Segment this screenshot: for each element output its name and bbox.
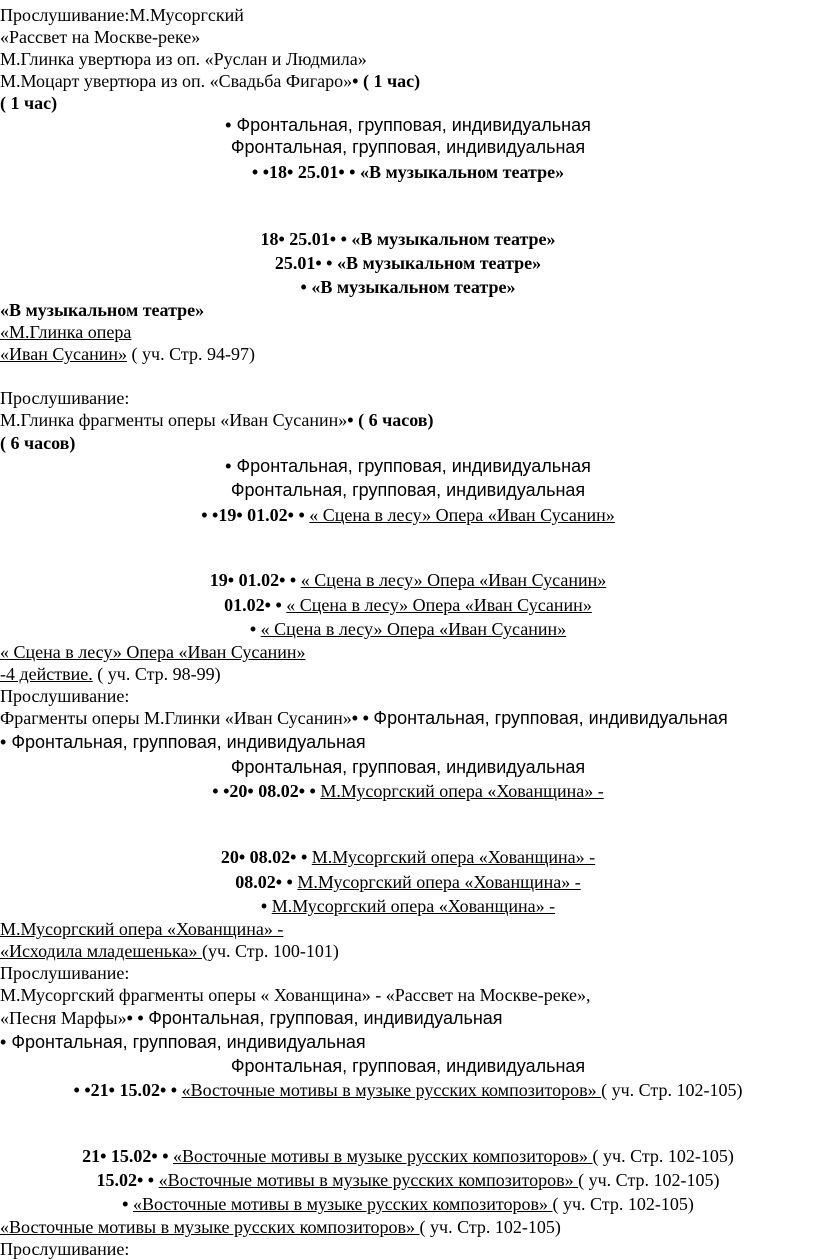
work-form-line bbox=[0, 114, 816, 136]
work-form: Фронтальная, групповая, индивидуальная bbox=[373, 708, 728, 728]
work-form: Фронтальная, групповая, индивидуальная bbox=[148, 1008, 503, 1028]
lesson-topic: «Восточные мотивы в музыке русских композиторов» bbox=[173, 1146, 593, 1166]
lesson-line bbox=[0, 569, 816, 591]
lesson-topic: М.Мусоргский опера «Хованщина» - bbox=[311, 847, 596, 867]
lesson-topic: « Сцена в лесу» Опера «Иван Сусанин» bbox=[309, 505, 615, 525]
lesson-date: 01.02 bbox=[247, 505, 288, 525]
bullet-icon: • bbox=[84, 1080, 91, 1100]
lesson-date: 01.02 bbox=[224, 595, 265, 615]
lesson-subtopic: «Исходила младешенька» bbox=[0, 941, 202, 961]
textbook-pages: ( уч. Стр. 102-105) bbox=[601, 1080, 743, 1100]
listening-line: «Рассвет на Москве-реке» bbox=[0, 27, 201, 47]
listening-line bbox=[0, 707, 728, 729]
bullet-icon: • bbox=[212, 505, 219, 525]
bullet-icon: • bbox=[340, 229, 347, 249]
bullet-icon: • bbox=[126, 1008, 133, 1028]
listening-label: Прослушивание: bbox=[0, 1239, 130, 1259]
lesson-topic: «В музыкальном театре» bbox=[311, 277, 516, 297]
lesson-line bbox=[0, 594, 816, 616]
bullet-icon: • bbox=[247, 781, 254, 801]
bullet-icon: • bbox=[352, 71, 359, 91]
lesson-line bbox=[0, 228, 816, 250]
bullet-icon: • bbox=[289, 570, 297, 590]
listening-line bbox=[0, 1007, 503, 1029]
lesson-topic: М.Мусоргский опера «Хованщина» - bbox=[320, 781, 604, 801]
hours-label: ( 1 час) bbox=[362, 71, 421, 91]
lesson-topic: « Сцена в лесу» Опера «Иван Сусанин» bbox=[286, 595, 592, 615]
lesson-number: 21 bbox=[90, 1080, 109, 1100]
textbook-pages: ( уч. Стр. 102-105) bbox=[419, 1217, 561, 1237]
lesson-line bbox=[0, 161, 816, 183]
listening-text: «Песня Марфы» bbox=[0, 1008, 127, 1028]
bullet-icon: • bbox=[264, 595, 271, 615]
listening-line bbox=[0, 70, 420, 92]
lesson-number: 18 bbox=[269, 162, 288, 182]
work-form-line bbox=[0, 455, 816, 477]
listening-text: М.Моцарт увертюра из оп. «Свадьба Фигаро» bbox=[0, 71, 353, 91]
bullet-icon: • bbox=[201, 505, 208, 525]
bullet-icon: • bbox=[279, 570, 286, 590]
bullet-icon: • bbox=[170, 1080, 178, 1100]
lesson-subtopic-line bbox=[0, 940, 339, 962]
lesson-date: 08.02 bbox=[258, 781, 299, 801]
work-form-line bbox=[0, 731, 366, 753]
bullet-icon: • bbox=[347, 410, 354, 430]
work-form: Фронтальная, групповая, индивидуальная bbox=[230, 480, 586, 500]
bullet-icon: • bbox=[0, 1032, 7, 1052]
listening-line bbox=[0, 409, 434, 431]
lesson-line bbox=[0, 1169, 816, 1191]
hours-label: ( 6 часов) bbox=[358, 410, 434, 430]
bullet-icon: • bbox=[249, 619, 257, 639]
lesson-topic: « Сцена в лесу» Опера «Иван Сусанин» bbox=[300, 570, 607, 590]
work-form: Фронтальная, групповая, индивидуальная bbox=[230, 137, 586, 157]
lesson-date: 08.02 bbox=[235, 872, 276, 892]
work-form: Фронтальная, групповая, индивидуальная bbox=[230, 757, 586, 777]
lesson-line bbox=[0, 618, 816, 640]
bullet-icon: • bbox=[338, 162, 345, 182]
bullet-icon: • bbox=[225, 456, 232, 476]
bullet-icon: • bbox=[300, 847, 308, 867]
bullet-icon: • bbox=[100, 1146, 107, 1166]
lesson-line bbox=[0, 1193, 816, 1215]
lesson-line bbox=[0, 504, 816, 526]
bullet-icon: • bbox=[122, 1194, 129, 1214]
bullet-icon: • bbox=[260, 896, 268, 916]
bullet-icon: • bbox=[108, 1080, 115, 1100]
lesson-topic: «Восточные мотивы в музыке русских композиторов» bbox=[0, 1217, 420, 1237]
lesson-line bbox=[0, 1079, 816, 1101]
lesson-date: 08.02 bbox=[249, 847, 291, 867]
bullet-icon: • bbox=[0, 732, 7, 752]
lesson-date: 15.02 bbox=[119, 1080, 160, 1100]
work-form: Фронтальная, групповая, индивидуальная bbox=[236, 115, 591, 135]
bullet-icon: • bbox=[147, 1170, 155, 1190]
bullet-icon: • bbox=[300, 277, 307, 297]
work-form-line bbox=[0, 1031, 366, 1053]
lesson-number: 18 bbox=[260, 229, 279, 249]
bullet-icon: • bbox=[275, 872, 283, 892]
bullet-icon: • bbox=[287, 162, 294, 182]
lesson-date: 25.01 bbox=[274, 253, 316, 273]
bullet-icon: • bbox=[212, 781, 219, 801]
lesson-subtopic: «Иван Сусанин» bbox=[0, 344, 128, 364]
lesson-topic: «В музыкальном театре» bbox=[336, 253, 542, 273]
lesson-topic: М.Мусоргский опера «Хованщина» - bbox=[271, 896, 556, 916]
lesson-topic: М.Мусоргский опера «Хованщина» - bbox=[297, 872, 581, 892]
lesson-number: 21 bbox=[82, 1146, 101, 1166]
bullet-icon: • bbox=[326, 253, 333, 273]
bullet-icon: • bbox=[223, 781, 230, 801]
lesson-line bbox=[0, 1145, 816, 1167]
lesson-date: 01.02 bbox=[238, 570, 280, 590]
bullet-icon: • bbox=[298, 781, 306, 801]
bullet-icon: • bbox=[287, 505, 294, 525]
textbook-pages: ( уч. Стр. 102-105) bbox=[552, 1194, 694, 1214]
textbook-pages: (уч. Стр. 100-101) bbox=[201, 941, 339, 961]
listening-text: Фрагменты оперы М.Глинки «Иван Сусанин» bbox=[0, 708, 352, 728]
bullet-icon: • bbox=[278, 229, 285, 249]
bullet-icon: • bbox=[315, 253, 322, 273]
lesson-line bbox=[0, 276, 816, 298]
lesson-topic: «Восточные мотивы в музыке русских композиторов» bbox=[158, 1170, 579, 1190]
lesson-subtopic-line bbox=[0, 343, 255, 365]
lesson-topic: « Сцена в лесу» Опера «Иван Сусанин» bbox=[0, 642, 306, 662]
bullet-icon: • bbox=[298, 505, 305, 525]
lesson-number: 20 bbox=[229, 781, 248, 801]
lesson-topic: «Восточные мотивы в музыке русских композиторов» bbox=[181, 1080, 602, 1100]
bullet-icon: • bbox=[136, 1170, 144, 1190]
textbook-pages: ( уч. Стр. 98-99) bbox=[92, 664, 221, 684]
bullet-icon: • bbox=[362, 708, 369, 728]
bullet-icon: • bbox=[349, 162, 356, 182]
lesson-subtopic-line bbox=[0, 663, 221, 685]
work-form: Фронтальная, групповая, индивидуальная bbox=[230, 1056, 586, 1076]
listening-line: М.Глинка увертюра из оп. «Руслан и Людмила» bbox=[0, 49, 367, 69]
lesson-line bbox=[0, 895, 816, 917]
lesson-line bbox=[0, 846, 816, 868]
bullet-icon: • bbox=[225, 115, 232, 135]
lesson-line bbox=[0, 780, 816, 802]
bullet-icon: • bbox=[238, 847, 246, 867]
bullet-icon: • bbox=[286, 872, 293, 892]
hours-label: ( 6 часов) bbox=[0, 433, 76, 453]
listening-line: М.Мусоргский фрагменты оперы « Хованщина» - «Рассвет на Москве-реке», bbox=[0, 985, 591, 1005]
lesson-date: 25.01 bbox=[289, 229, 330, 249]
bullet-icon: • bbox=[159, 1080, 167, 1100]
bullet-icon: • bbox=[227, 570, 235, 590]
textbook-pages: ( уч. Стр. 102-105) bbox=[578, 1170, 720, 1190]
lesson-date: 15.02 bbox=[96, 1170, 137, 1190]
bullet-icon: • bbox=[236, 505, 243, 525]
work-form: Фронтальная, групповая, индивидуальная bbox=[236, 456, 591, 476]
bullet-icon: • bbox=[251, 162, 259, 182]
lesson-topic: «В музыкальном театре» bbox=[0, 300, 205, 320]
bullet-icon: • bbox=[309, 781, 316, 801]
hours-label: ( 1 час) bbox=[0, 93, 58, 113]
bullet-icon: • bbox=[151, 1146, 158, 1166]
lesson-date: 15.02 bbox=[110, 1146, 152, 1166]
bullet-icon: • bbox=[137, 1008, 144, 1028]
lesson-number: 19 bbox=[209, 570, 228, 590]
bullet-icon: • bbox=[290, 847, 297, 867]
lesson-line bbox=[0, 871, 816, 893]
lesson-topic: « Сцена в лесу» Опера «Иван Сусанин» bbox=[260, 619, 567, 639]
lesson-line bbox=[0, 1216, 561, 1238]
listening-label: Прослушивание: bbox=[0, 388, 130, 408]
lesson-topic: «Восточные мотивы в музыке русских композиторов» bbox=[132, 1194, 553, 1214]
listening-label: Прослушивание: bbox=[0, 963, 130, 983]
bullet-icon: • bbox=[73, 1080, 80, 1100]
lesson-subtopic: -4 действие. bbox=[0, 664, 93, 684]
work-form: Фронтальная, групповая, индивидуальная bbox=[11, 1032, 366, 1052]
bullet-icon: • bbox=[351, 708, 359, 728]
bullet-icon: • bbox=[262, 162, 270, 182]
lesson-date: 25.01 bbox=[297, 162, 339, 182]
listening-line: Прослушивание:М.Мусоргский bbox=[0, 5, 244, 25]
textbook-pages: ( уч. Стр. 94-97) bbox=[127, 344, 255, 364]
bullet-icon: • bbox=[275, 595, 282, 615]
bullet-icon: • bbox=[329, 229, 337, 249]
work-form: Фронтальная, групповая, индивидуальная bbox=[11, 732, 366, 752]
lesson-topic: «В музыкальном театре» bbox=[351, 229, 556, 249]
lesson-line bbox=[0, 252, 816, 274]
textbook-pages: ( уч. Стр. 102-105) bbox=[592, 1146, 734, 1166]
lesson-number: 19 bbox=[218, 505, 237, 525]
lesson-subtopic: «М.Глинка опера bbox=[0, 322, 132, 342]
listening-text: М.Глинка фрагменты оперы «Иван Сусанин» bbox=[0, 410, 348, 430]
lesson-topic: «В музыкальном театре» bbox=[359, 162, 565, 182]
listening-label: Прослушивание: bbox=[0, 686, 130, 706]
bullet-icon: • bbox=[162, 1146, 169, 1166]
lesson-number: 20 bbox=[220, 847, 239, 867]
lesson-topic: М.Мусоргский опера «Хованщина» - bbox=[0, 919, 284, 939]
